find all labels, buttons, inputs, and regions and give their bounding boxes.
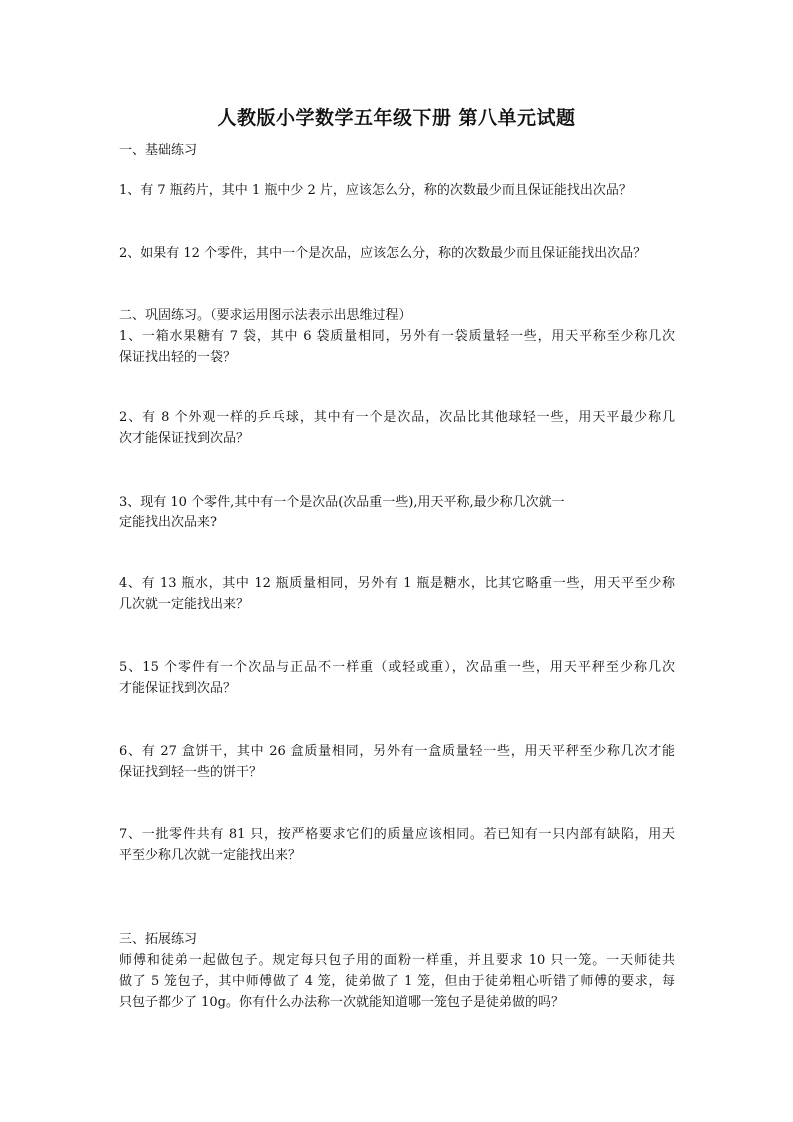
problem-text: 只包子都少了 10g。你有什么办法称一次就能知道哪一笼包子是徒弟做的吗？ xyxy=(119,995,564,1010)
question-text: 才能保证找到次品？ xyxy=(119,681,237,696)
section-heading-extension: 三、拓展练习 xyxy=(119,932,198,947)
question-text: 定能找出次品来? xyxy=(119,515,217,530)
question-text: 5、15 个零件有一个次品与正品不一样重（或轻或重），次品重一些，用天平秤至少称几次 xyxy=(119,660,675,675)
question-text: 平至少称几次就一定能找出来？ xyxy=(119,848,302,863)
question-text: 6、有 27 盒饼干，其中 26 盒质量相同，另外有一盒质量轻一些，用天平秤至少称几次才能 xyxy=(119,744,675,759)
section-heading-basic: 一、基础练习 xyxy=(119,143,198,158)
question-text: 保证找到轻一些的饼干？ xyxy=(119,765,263,780)
question-text: 1、有 7 瓶药片，其中 1 瓶中少 2 片，应该怎么分，称的次数最少而且保证能找出次品？ xyxy=(119,183,632,198)
question-text: 3、现有 10 个零件,其中有一个是次品(次品重一些),用天平称,最少称几次就一 xyxy=(119,495,565,510)
problem-text: 做了 5 笼包子，其中师傅做了 4 笼，徒弟做了 1 笼，但由于徒弟粗心听错了师傅的要求，每 xyxy=(119,974,675,989)
question-text: 1、一箱水果糖有 7 袋，其中 6 袋质量相同，另外有一袋质量轻一些，用天平称至少称几次 xyxy=(119,329,675,344)
page-title: 人教版小学数学五年级下册 第八单元试题 xyxy=(217,107,576,129)
question-text: 7、一批零件共有 81 只，按严格要求它们的质量应该相同。若已知有一只内部有缺陷，用天 xyxy=(119,827,675,842)
question-text: 次才能保证找到次品？ xyxy=(119,431,250,446)
question-text: 2、如果有 12 个零件，其中一个是次品，应该怎么分，称的次数最少而且保证能找出次品？ xyxy=(119,246,647,261)
problem-text: 师傅和徒弟一起做包子。规定每只包子用的面粉一样重，并且要求 10 只一笼。一天师徒共 xyxy=(119,953,675,968)
question-text: 4、有 13 瓶水，其中 12 瓶质量相同，另外有 1 瓶是糖水，比其它略重一些，用天平至少称 xyxy=(119,576,675,591)
question-text: 2、有 8 个外观一样的乒乓球，其中有一个是次品，次品比其他球轻一些，用天平最少称几 xyxy=(119,410,675,425)
question-text: 几次就一定能找出来？ xyxy=(119,597,250,612)
section-heading-consolidation: 二、巩固练习。（要求运用图示法表示出思维过程） xyxy=(119,308,412,323)
question-text: 保证找出轻的一袋？ xyxy=(119,350,237,365)
